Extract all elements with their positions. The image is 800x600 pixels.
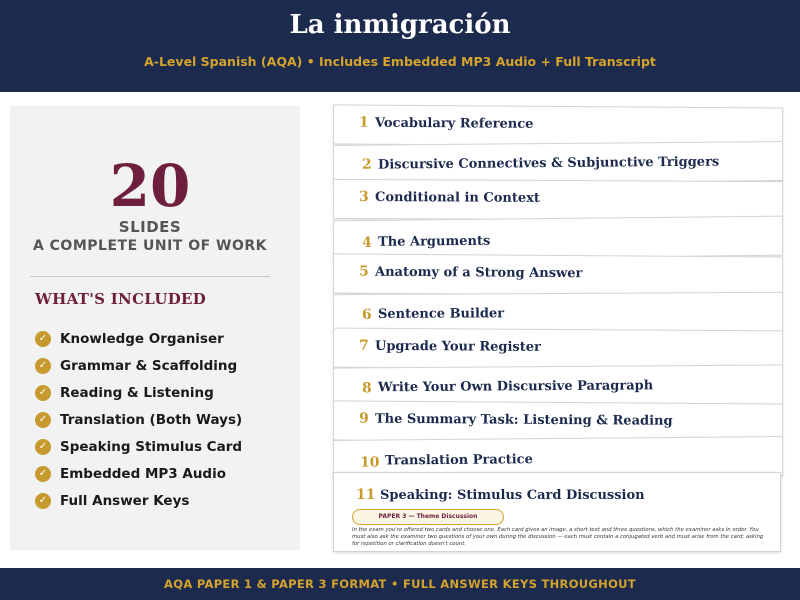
slides-label: SLIDES (118, 218, 182, 236)
feature-item (35, 487, 242, 514)
card-number: 8 (361, 380, 372, 397)
card-label: Vocabulary Reference (374, 115, 534, 132)
page-subtitle: A-Level Spanish (AQA) • Includes Embedded MP3 Audio + Full Transcript (144, 54, 656, 69)
unit-label: A COMPLETE UNIT OF WORK (32, 238, 268, 254)
card-label: The Summary Task: Listening & Reading (374, 411, 673, 429)
feature-item (35, 460, 242, 487)
feature-label: Reading & Listening (60, 384, 214, 401)
card-number: 6 (361, 306, 372, 324)
card-number: 11 (356, 487, 376, 503)
check-icon: ✓ (35, 385, 51, 401)
card-label: Upgrade Your Register (374, 338, 541, 355)
card-number: 9 (358, 410, 369, 427)
check-icon: ✓ (35, 412, 51, 428)
feature-item (35, 433, 242, 460)
card-label: Discursive Connectives & Subjunctive Triggers (377, 154, 720, 173)
card-number: 2 (361, 156, 372, 173)
feature-item (35, 325, 242, 352)
divider (30, 276, 270, 277)
check-icon: ✓ (35, 331, 51, 347)
check-icon: ✓ (35, 493, 51, 509)
feature-label: Translation (Both Ways) (60, 411, 243, 428)
preview-text: In the exam you're offered two cards and choose one. Each card gives an image, a short text and three questions, which the examiner asks in order. You must also ask the examiner two questions of your own during the discussion — each must contain a conjugated verb and must arise from the card; asking for repetition or clarification doesn't count. (352, 527, 764, 547)
contents-card-preview (333, 472, 781, 552)
page-title: La inmigración (289, 10, 511, 40)
card-number: 1 (358, 114, 369, 131)
feature-item (35, 406, 242, 433)
contents-card (333, 179, 783, 221)
summary-panel (10, 106, 300, 550)
contents-card (333, 253, 783, 296)
check-icon: ✓ (35, 358, 51, 374)
theme-pill: PAPER 3 — Theme Discussion (352, 509, 504, 525)
feature-label: Speaking Stimulus Card (60, 438, 243, 455)
feature-list (35, 325, 242, 514)
feature-item (35, 379, 242, 406)
card-label: Translation Practice (384, 452, 533, 469)
feature-label: Knowledge Organiser (60, 330, 224, 347)
card-label: Write Your Own Discursive Paragraph (377, 378, 654, 396)
check-icon: ✓ (35, 466, 51, 482)
card-number: 4 (361, 234, 372, 252)
card-label: Anatomy of a Strong Answer (374, 264, 583, 282)
card-label: Conditional in Context (374, 190, 540, 206)
card-label: Speaking: Stimulus Card Discussion (380, 488, 645, 503)
card-number: 5 (358, 263, 369, 280)
contents-stack (330, 100, 785, 555)
feature-label: Embedded MP3 Audio (60, 465, 227, 482)
card-number: 3 (358, 188, 369, 206)
feature-item (35, 352, 242, 379)
card-label: Sentence Builder (377, 306, 505, 322)
check-icon: ✓ (35, 439, 51, 455)
card-label: The Arguments (377, 233, 491, 250)
card-number: 7 (358, 337, 369, 354)
feature-label: Full Answer Keys (60, 492, 190, 509)
feature-label: Grammar & Scaffolding (60, 357, 238, 374)
card-number: 10 (359, 454, 380, 471)
footer-text: AQA PAPER 1 & PAPER 3 FORMAT • FULL ANSWER KEYS THROUGHOUT (164, 577, 636, 591)
slide-count: 20 (109, 152, 191, 220)
header-banner (0, 0, 800, 92)
included-heading: WHAT'S INCLUDED (35, 290, 207, 308)
footer-banner (0, 568, 800, 600)
